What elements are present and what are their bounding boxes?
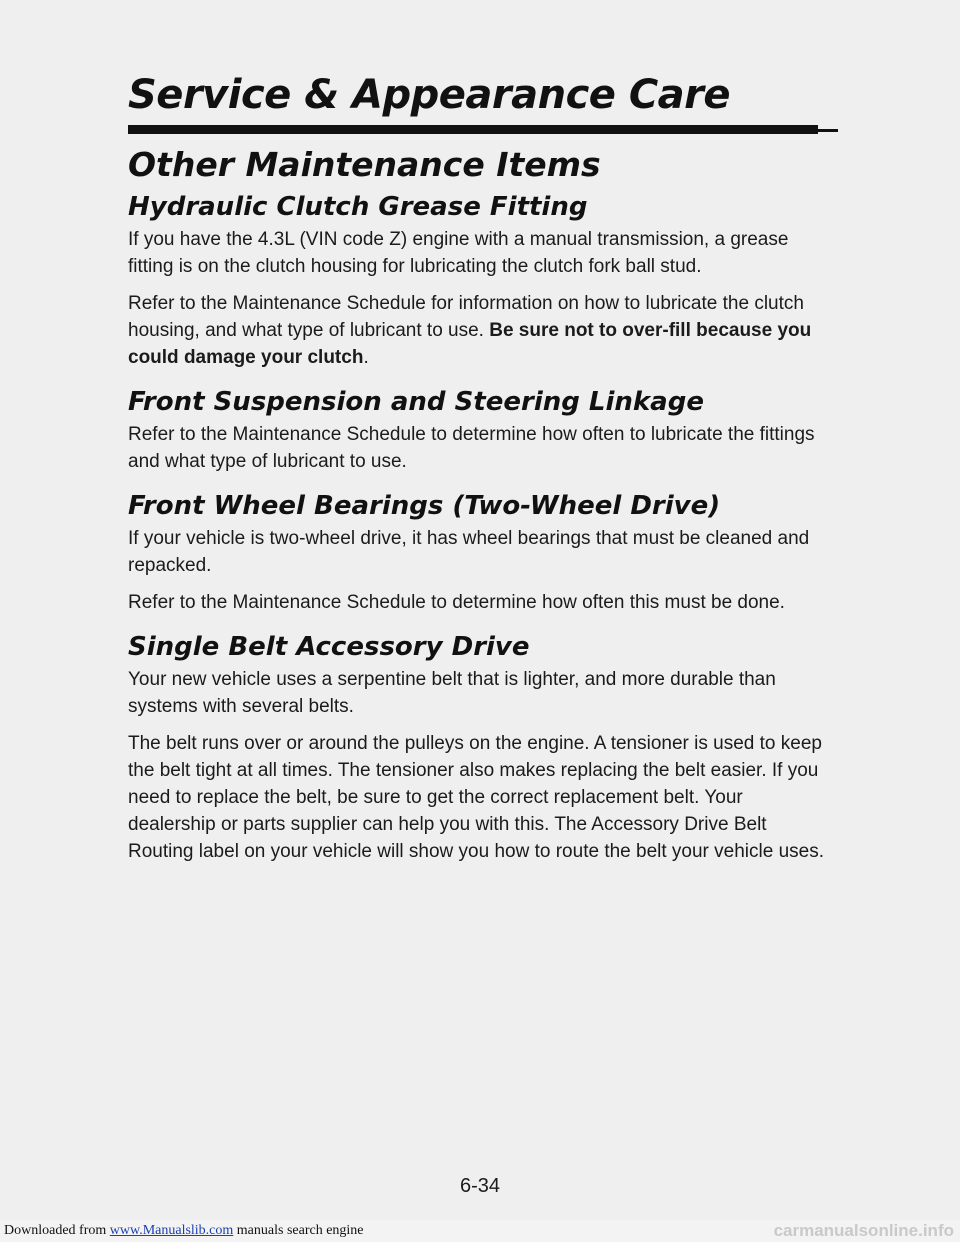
paragraph [128, 290, 828, 371]
subsection-title: Hydraulic Clutch Grease Fitting [128, 192, 588, 222]
warning-text: Be sure not to over-fill because you could damage your clutch [128, 320, 812, 368]
footer-suffix: manuals search engine [233, 1223, 364, 1238]
paragraph: Your new vehicle uses a serpentine belt that is lighter, and more durable than systems with several belts. [128, 669, 776, 717]
header-rule [128, 125, 818, 134]
subsection-bearings [128, 491, 828, 616]
paragraph: If your vehicle is two-wheel drive, it has wheel bearings that must be cleaned and repacked. [128, 528, 810, 576]
paragraph: Refer to the Maintenance Schedule to determine how often this must be done. [128, 592, 785, 613]
paragraph: The belt runs over or around the pulleys on the engine. A tensioner is used to keep the belt tight at all times. The tensioner also makes replacing the belt easier. If you need to replace the belt, be sure to get the correct replacement belt. Your dealership or parts supplier can help you with this. The Accessory Drive Belt Routing label on your vehicle will show you how to route the belt your vehicle uses. [128, 733, 824, 862]
paragraph: If you have the 4.3L (VIN code Z) engine with a manual transmission, a grease fitting is on the clutch housing for lubricating the clutch fork ball stud. [128, 229, 789, 277]
page-number: 6-34 [459, 1175, 501, 1197]
subsection-title: Front Suspension and Steering Linkage [128, 387, 704, 417]
paragraph: Refer to the Maintenance Schedule to determine how often to lubricate the fittings and what type of lubricant to use. [128, 424, 815, 472]
content-body [128, 192, 828, 875]
chapter-title: Service & Appearance Care [128, 72, 731, 118]
manualslib-link[interactable]: www.Manualslib.com [109, 1223, 234, 1238]
subsection-clutch [128, 192, 828, 371]
subsection-suspension [128, 387, 828, 475]
watermark: carmanualsonline.info [773, 1221, 954, 1240]
paragraph-end: . [363, 347, 369, 368]
header-rule-tail [818, 129, 838, 132]
footer-source [4, 1223, 364, 1239]
subsection-belt [128, 632, 828, 865]
subsection-title: Front Wheel Bearings (Two-Wheel Drive) [128, 491, 721, 521]
paragraph-text: Refer to the Maintenance Schedule for information on how to lubricate the clutch housing, and what type of lubricant to use. [128, 293, 804, 341]
footer-prefix: Downloaded from [4, 1223, 110, 1238]
subsection-title: Single Belt Accessory Drive [128, 632, 530, 662]
download-footer [0, 1220, 960, 1242]
section-title: Other Maintenance Items [128, 145, 601, 184]
